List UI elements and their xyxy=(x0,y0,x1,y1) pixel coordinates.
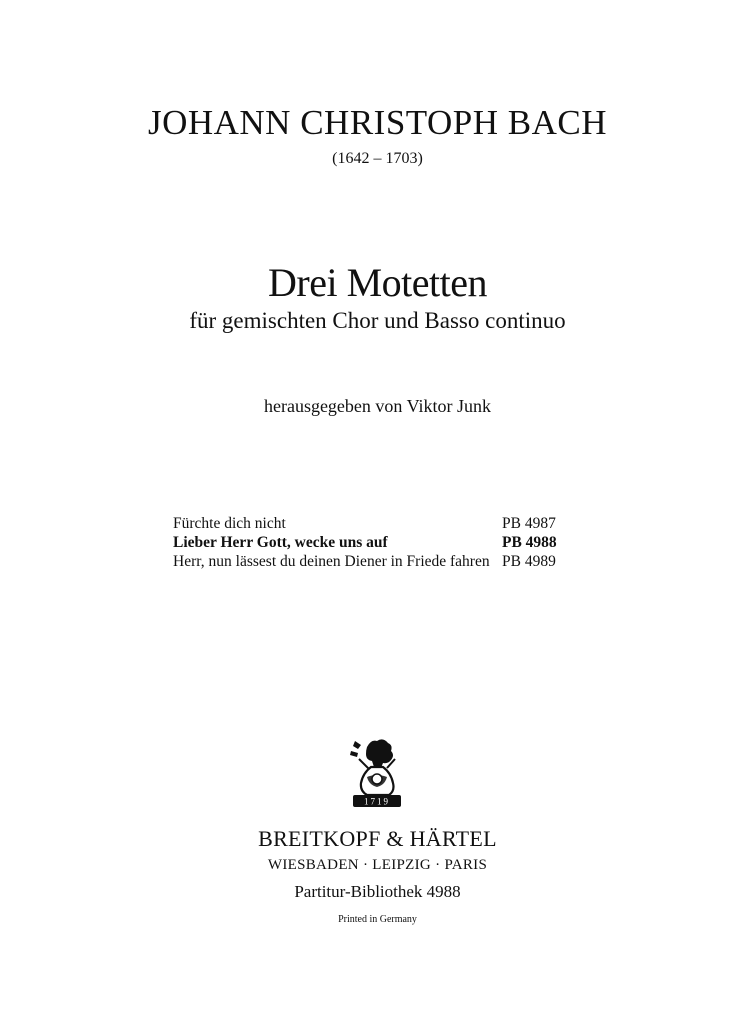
publisher-cities: WIESBADEN · LEIPZIG · PARIS xyxy=(267,857,488,873)
work-item-title: Lieber Herr Gott, wecke uns auf xyxy=(173,534,388,551)
list-item xyxy=(173,533,593,552)
work-item-number: PB 4987 xyxy=(502,515,556,532)
list-item xyxy=(173,552,593,571)
series-number: Partitur-Bibliothek 4988 xyxy=(294,882,461,901)
composer-dates: (1642 – 1703) xyxy=(332,150,423,167)
editor-credit: herausgegeben von Viktor Junk xyxy=(263,396,492,416)
breitkopf-haertel-emblem-icon xyxy=(337,733,417,813)
composer-name: JOHANN CHRISTOPH BACH xyxy=(147,103,608,142)
work-subtitle: für gemischten Chor und Basso continuo xyxy=(189,308,566,333)
logo-year: 1719 xyxy=(364,796,390,807)
publisher-name: BREITKOPF & HÄRTEL xyxy=(258,826,497,851)
work-item-title: Fürchte dich nicht xyxy=(173,515,286,532)
printed-note: Printed in Germany xyxy=(338,914,417,925)
work-title: Drei Motetten xyxy=(268,260,487,305)
list-item xyxy=(173,514,593,533)
work-item-number: PB 4989 xyxy=(502,553,556,570)
works-list xyxy=(173,514,593,571)
work-item-number: PB 4988 xyxy=(502,534,557,551)
work-item-title: Herr, nun lässest du deinen Diener in Friede fahren xyxy=(173,553,490,570)
